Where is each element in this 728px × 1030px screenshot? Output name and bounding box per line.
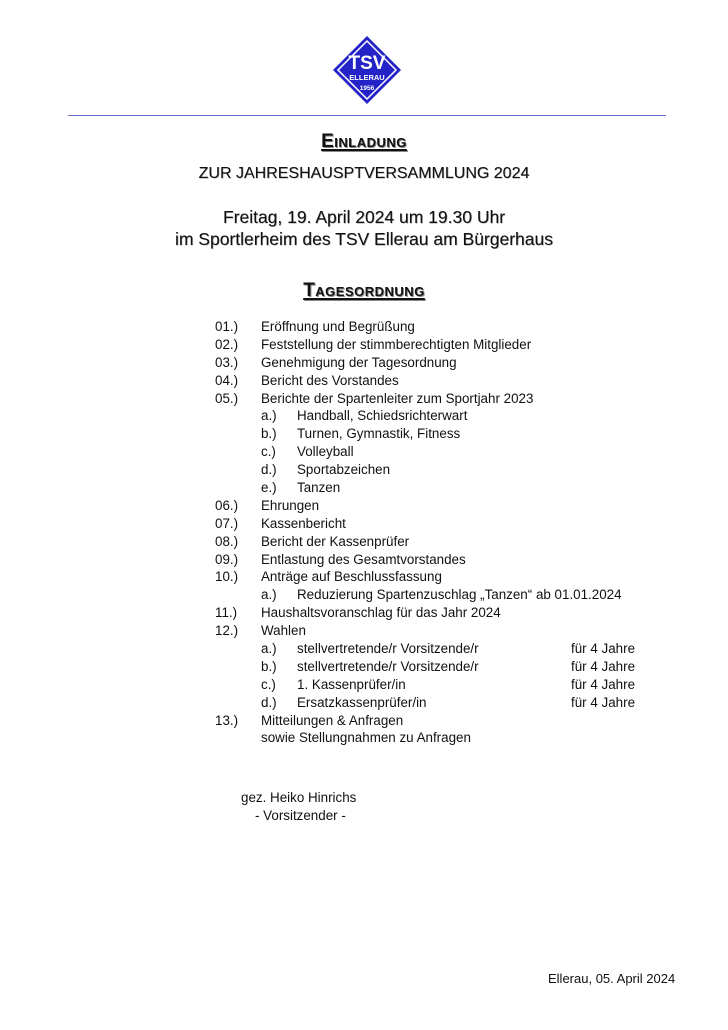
agenda-item-number: 13.) [215, 712, 239, 728]
agenda-item-number: 01.) [215, 319, 239, 334]
agenda-item-text: Feststellung der stimmberechtigten Mitglieder [261, 336, 532, 352]
agenda-subitem-text: Turnen, Gymnastik, Fitness [297, 426, 461, 442]
invitation-heading: Einladung [321, 131, 407, 152]
agenda-item-text: Entlastung des Gesamtvorstandes [261, 551, 466, 567]
agenda-item [215, 533, 655, 551]
term-length: für 4 Jahre [571, 694, 636, 710]
agenda-item-text: Haushaltsvoranschlag für das Jahr 2024 [261, 605, 501, 621]
agenda-item-text: Ehrungen [261, 497, 320, 513]
agenda-item [215, 568, 655, 586]
agenda-item [215, 729, 655, 747]
agenda-subitem [215, 658, 655, 676]
signature-name: gez. Heiko Hinrichs [241, 790, 357, 805]
agenda-subitem [215, 425, 655, 443]
agenda-item-number: 09.) [215, 551, 239, 567]
agenda-item [215, 318, 655, 336]
agenda-item-text: Bericht der Kassenprüfer [261, 533, 410, 549]
agenda-subitem-text: stellvertretende/r Vorsitzende/r [297, 641, 479, 657]
agenda-item-number: 08.) [215, 533, 239, 549]
agenda-item-number: 02.) [215, 336, 239, 352]
club-logo [332, 35, 402, 105]
agenda-subitem [215, 479, 655, 497]
agenda-item [215, 515, 655, 533]
agenda-heading: Tagesordnung [303, 280, 425, 301]
header-divider [68, 115, 666, 116]
agenda-subitem-text: Reduzierung Spartenzuschlag „Tanzen“ ab 01.01.2024 [297, 587, 622, 603]
agenda-subitem [215, 461, 655, 479]
agenda-item [215, 604, 655, 622]
agenda-subitem [215, 586, 655, 604]
agenda-item-text: sowie Stellungnahmen zu Anfragen [261, 730, 471, 746]
agenda-subitem [215, 676, 655, 694]
agenda-item-number: 06.) [215, 497, 239, 513]
agenda-subitem-text: stellvertretende/r Vorsitzende/r [297, 658, 479, 674]
signature-role: - Vorsitzender - [255, 807, 346, 823]
agenda-item-text: Eröffnung und Begrüßung [261, 319, 415, 334]
agenda-subitem-text: Ersatzkassenprüfer/in [297, 694, 427, 710]
agenda-subitem [215, 407, 655, 425]
term-length: für 4 Jahre [571, 676, 636, 692]
agenda-item [215, 551, 655, 569]
agenda-subitem-letter: a.) [261, 587, 277, 603]
signature-block [241, 789, 356, 825]
agenda-item-number: 03.) [215, 354, 239, 370]
agenda-subitem-letter: d.) [261, 462, 277, 478]
agenda-item-number: 05.) [215, 390, 239, 406]
agenda-item-text: Bericht des Vorstandes [261, 372, 399, 388]
agenda-item [215, 712, 655, 730]
term-length: für 4 Jahre [571, 658, 636, 674]
agenda-item-number: 11.) [215, 605, 238, 621]
agenda-subitem-letter: c.) [261, 444, 276, 460]
agenda-subitem-letter: a.) [261, 408, 277, 424]
agenda-item-text: Wahlen [261, 623, 306, 639]
agenda-subitem-text: 1. Kassenprüfer/in [297, 676, 406, 692]
agenda-subitem [215, 640, 655, 658]
agenda-subitem-letter: d.) [261, 694, 277, 710]
agenda-subitem [215, 443, 655, 461]
agenda-item-text: Berichte der Spartenleiter zum Sportjahr 2023 [261, 390, 534, 406]
agenda-item-number: 04.) [215, 372, 239, 388]
agenda-item-text: Mitteilungen & Anfragen [261, 712, 404, 728]
agenda-item [215, 354, 655, 372]
agenda-item [215, 372, 655, 390]
agenda-item-text: Anträge auf Beschlussfassung [261, 569, 442, 585]
term-length: für 4 Jahre [571, 641, 636, 657]
agenda-subitem-text: Tanzen [297, 480, 341, 496]
agenda-subitem-text: Sportabzeichen [297, 462, 391, 478]
meeting-location: im Sportlerheim des TSV Ellerau am Bürgerhaus [174, 229, 554, 249]
agenda-item [215, 390, 655, 408]
agenda-item [215, 497, 655, 515]
logo-year: 1956 [359, 85, 375, 92]
agenda-list [215, 318, 655, 747]
agenda-subitem-letter: a.) [261, 641, 277, 657]
place-date: Ellerau, 05. April 2024 [548, 971, 676, 986]
agenda-subitem-text: Handball, Schiedsrichterwart [297, 408, 468, 424]
agenda-item [215, 622, 655, 640]
agenda-subitem-letter: e.) [261, 480, 277, 496]
agenda-subitem-text: Volleyball [297, 444, 354, 460]
agenda-item-text: Kassenbericht [261, 515, 346, 531]
agenda-item-number: 12.) [215, 623, 239, 639]
agenda-subitem [215, 694, 655, 712]
agenda-item-text: Genehmigung der Tagesordnung [261, 354, 457, 370]
meeting-subtitle: ZUR JAHRESHAUSPTVERSAMMLUNG 2024 [198, 165, 530, 182]
agenda-item-number: 10.) [215, 569, 239, 585]
agenda-subitem-letter: b.) [261, 426, 277, 442]
agenda-item [215, 336, 655, 354]
meeting-date: Freitag, 19. April 2024 um 19.30 Uhr [222, 207, 506, 227]
logo-name: TSV [348, 53, 386, 74]
agenda-item-number: 07.) [215, 515, 239, 531]
agenda-subitem-letter: c.) [261, 676, 276, 692]
agenda-subitem-letter: b.) [261, 658, 277, 674]
logo-place: ELLERAU [349, 73, 385, 82]
